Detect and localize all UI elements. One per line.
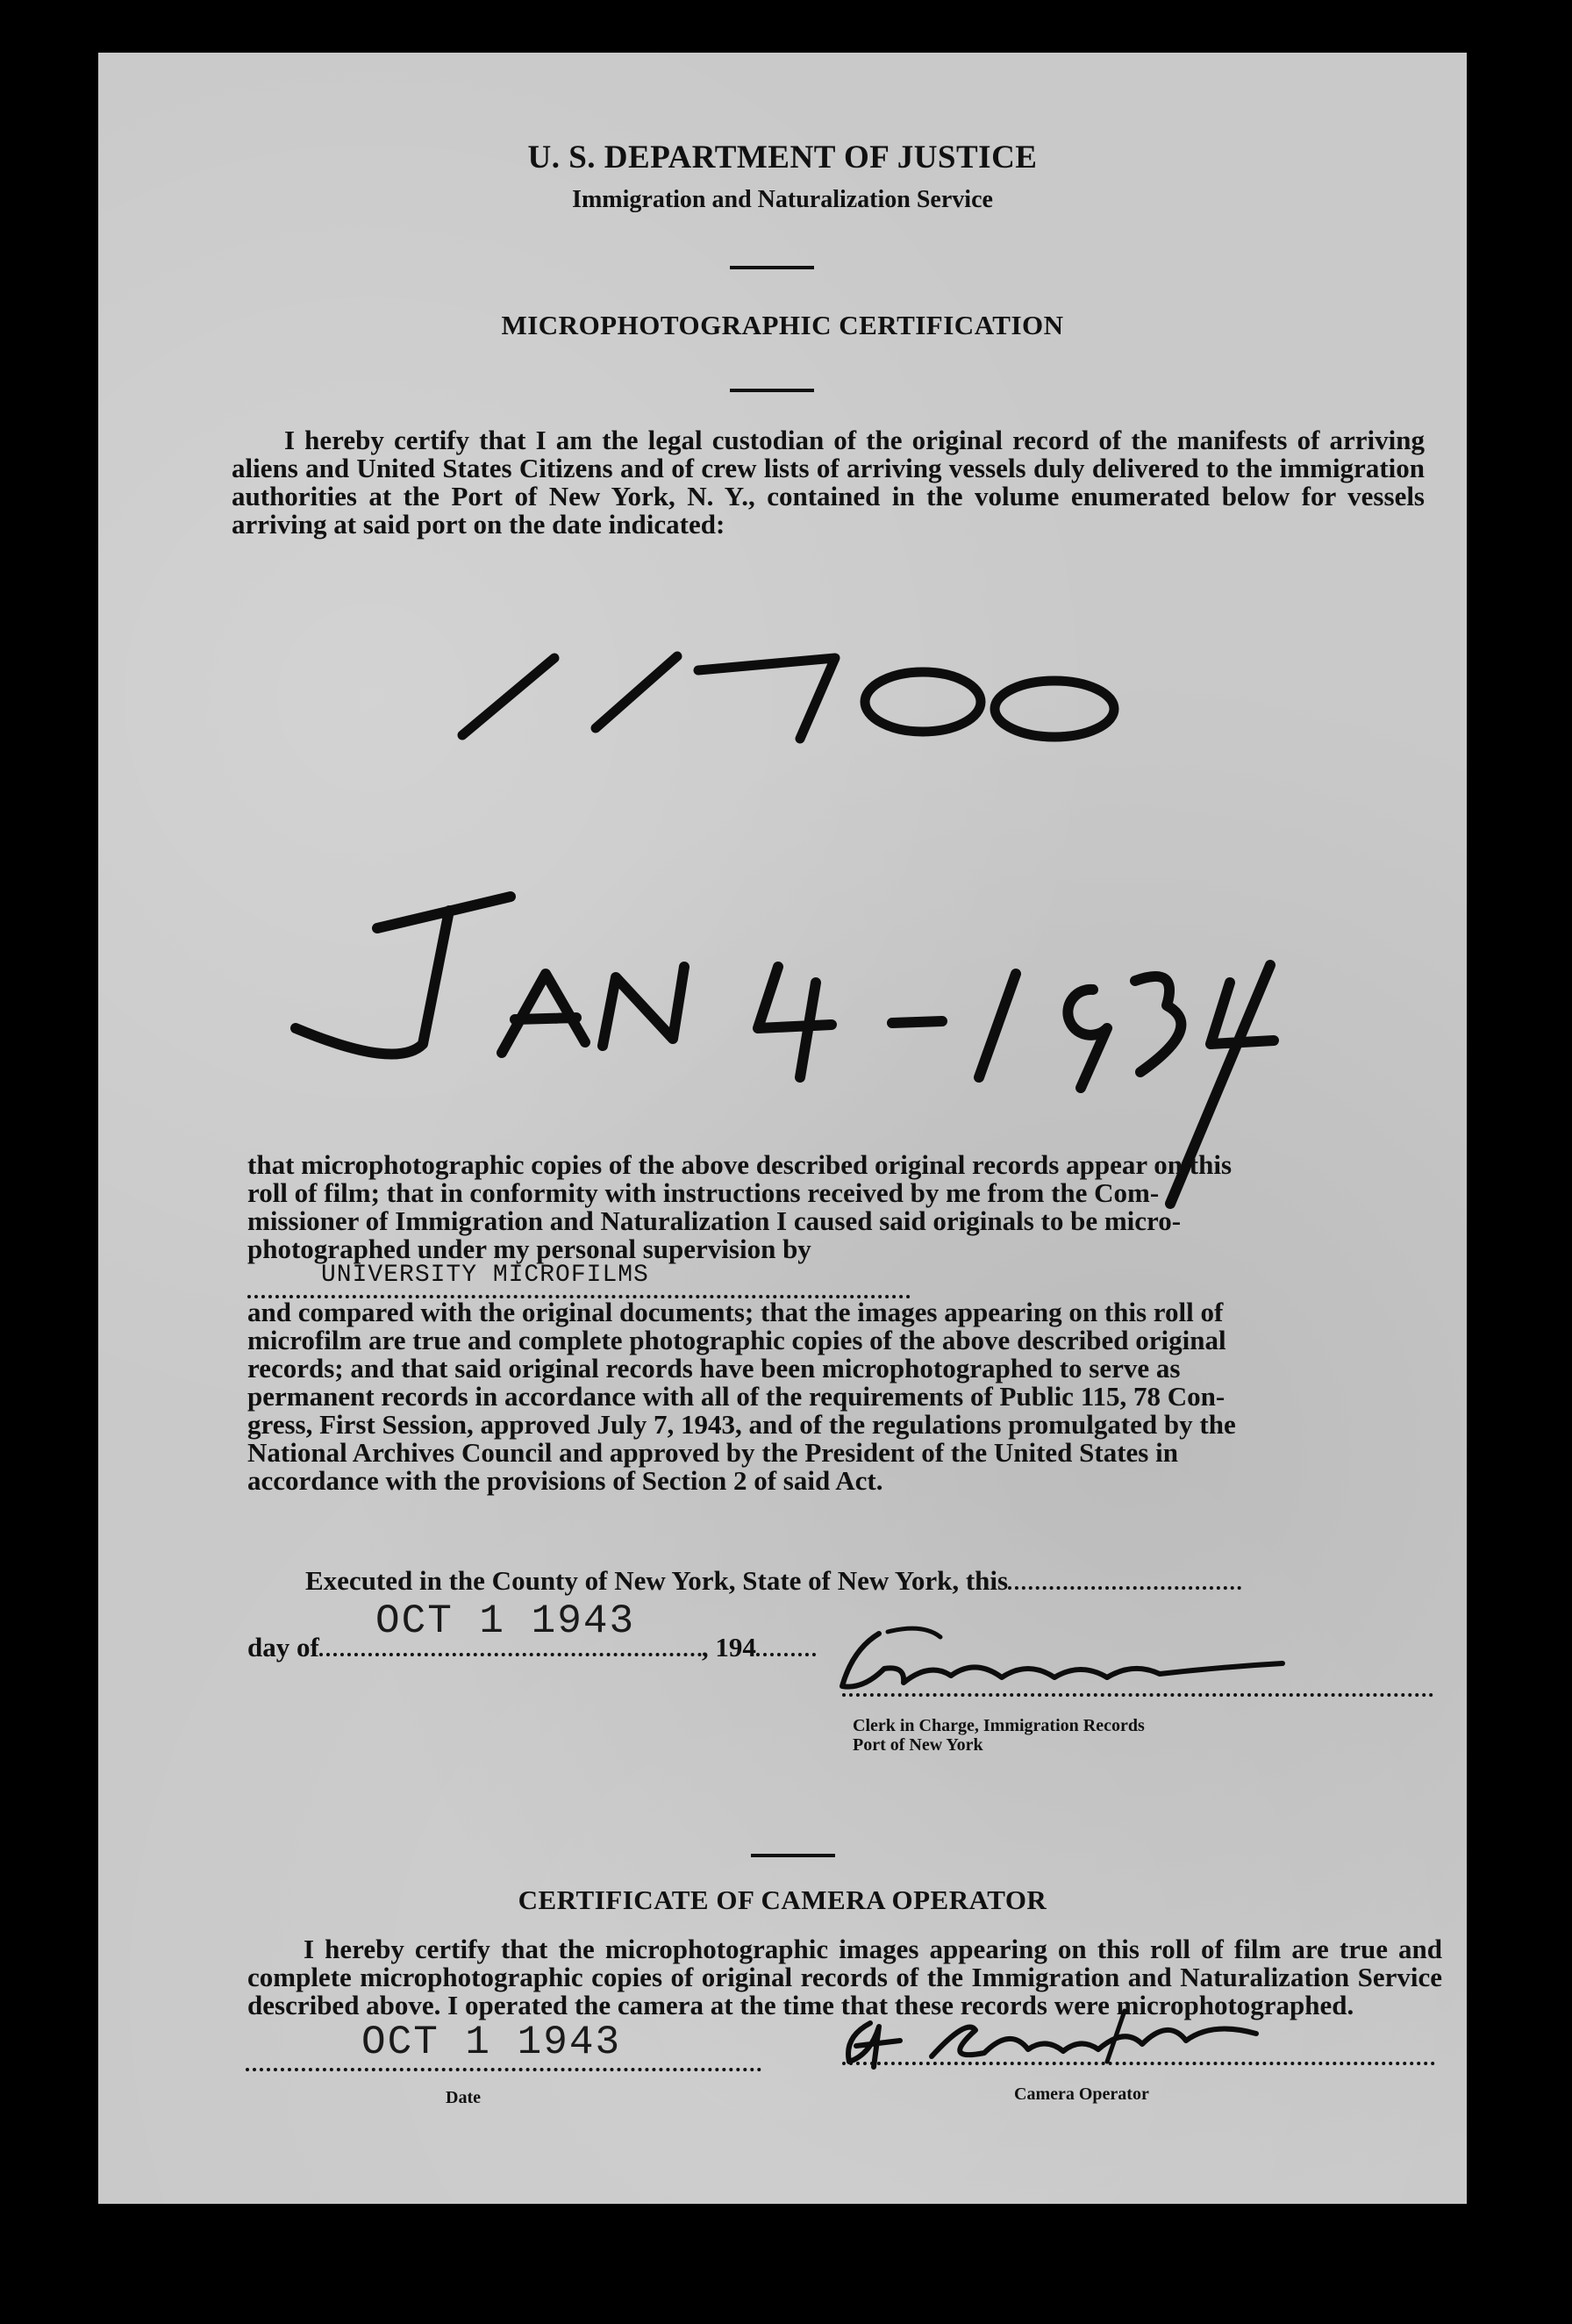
body-line: records; and that said original records have been microphotographed to serve as: [247, 1353, 1181, 1384]
body-line: photographed under my personal supervision by: [247, 1234, 811, 1264]
filmed-by-value: UNIVERSITY MICROFILMS: [321, 1262, 649, 1289]
date-label: Date: [446, 2088, 481, 2107]
department-heading: U. S. DEPARTMENT OF JUSTICE: [527, 139, 1038, 175]
body-line: microfilm are true and complete photographic copies of the above described original: [247, 1325, 1226, 1355]
body-line: gress, First Session, approved July 7, 1943, and of the regulations promulgated by the: [247, 1409, 1236, 1440]
executed-text: Executed in the County of New York, State of New York, this: [305, 1565, 1009, 1596]
stamped-date: OCT 1 1943: [375, 1598, 636, 1644]
body-line: and compared with the original documents; that the images appearing on this roll of: [247, 1297, 1224, 1327]
camera-certificate-text: I hereby certify that the microphotographic images appearing on this roll of film are true and complete microphotographic copies of original records of the Immigration and Naturalization Service described above. I operated the camera at the time that these records were microphotographed.: [247, 1934, 1442, 2020]
camera-stamped-date: OCT 1 1943: [361, 2020, 622, 2065]
clerk-title: Clerk in Charge, Immigration Records: [853, 1716, 1145, 1735]
operator-signature-line: [842, 2062, 1435, 2065]
year-prefix: , 194: [701, 1632, 756, 1663]
body-line: National Archives Council and approved by the President of the United States in: [247, 1437, 1178, 1468]
service-subheading: Immigration and Naturalization Service: [572, 186, 993, 213]
clerk-port: Port of New York: [853, 1735, 983, 1755]
body-line: that microphotographic copies of the above described original records appear on this: [247, 1149, 1233, 1180]
body-line: permanent records in accordance with all of the requirements of Public 115, 78 Con-: [247, 1381, 1225, 1412]
body-line: accordance with the provisions of Section 2 of said Act.: [247, 1465, 883, 1496]
day-of-label: day of: [247, 1632, 319, 1663]
camera-operator-signature: [98, 53, 1467, 2204]
camera-certificate-title: CERTIFICATE OF CAMERA OPERATOR: [518, 1884, 1047, 1915]
certification-intro: I hereby certify that I am the legal custodian of the original record of the manifests of arriving aliens and United States Citizens and of crew lists of arriving vessels duly delivered to the immigration authorities at the Port of New York, N. Y., contained in the volume enumerated below for vessels arriving at said port on the date indicated:: [232, 425, 1425, 540]
certification-document: [98, 53, 1467, 2204]
body-line: missioner of Immigration and Naturalization I caused said originals to be micro-: [247, 1205, 1182, 1236]
certification-title: MICROPHOTOGRAPHIC CERTIFICATION: [501, 310, 1064, 340]
body-line: roll of film; that in conformity with instructions received by me from the Com-: [247, 1177, 1160, 1208]
camera-operator-label: Camera Operator: [1014, 2084, 1149, 2104]
